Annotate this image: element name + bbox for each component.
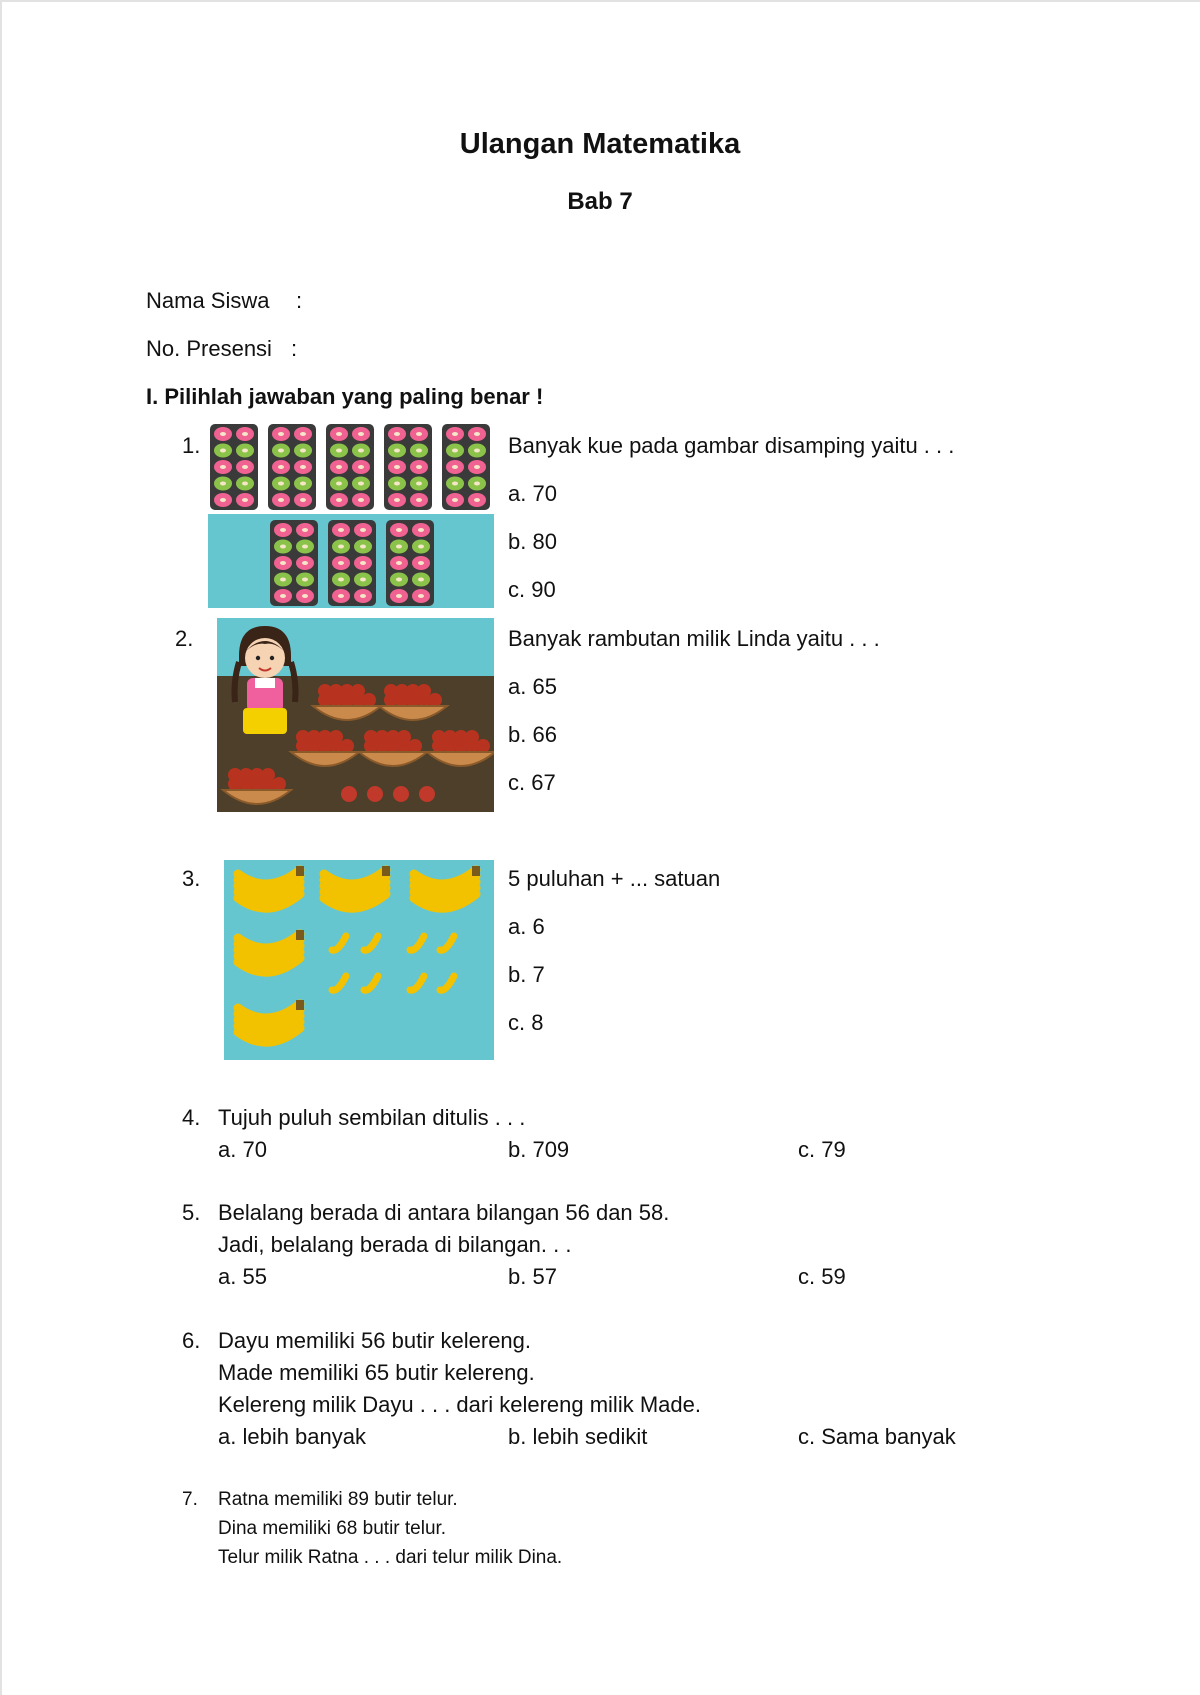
q6-option-b[interactable]: b. lebih sedikit <box>508 1424 648 1449</box>
q2-option-c[interactable]: c. 67 <box>508 770 556 795</box>
q5-option-b[interactable]: b. 57 <box>508 1264 557 1289</box>
donut-hole <box>416 432 422 436</box>
page-title: Ulangan Matematika <box>459 128 741 160</box>
donut-hole <box>280 561 286 565</box>
donut-hole <box>360 545 366 549</box>
q1-option-a[interactable]: a. 70 <box>508 481 557 506</box>
donut-hole <box>338 594 344 598</box>
q7-line-3: Telur milik Ratna . . . dari telur milik Dina. <box>218 1547 563 1568</box>
donut-hole <box>280 545 286 549</box>
donut-hole <box>302 561 308 565</box>
rambutan-image <box>217 618 494 812</box>
q3-option-a[interactable]: a. 6 <box>508 914 545 939</box>
q6-line-3: Kelereng milik Dayu . . . dari kelereng milik Made. <box>218 1392 701 1417</box>
q2-option-b[interactable]: b. 66 <box>508 722 557 747</box>
q5-line-2: Jadi, belalang berada di bilangan. . . <box>218 1232 572 1257</box>
q3-option-c[interactable]: c. 8 <box>508 1010 544 1035</box>
donut-hole <box>300 449 306 453</box>
donut-hole <box>336 449 342 453</box>
section-instruction: I. Pilihlah jawaban yang paling benar ! <box>146 384 544 409</box>
donut-hole <box>338 528 344 532</box>
donut-hole <box>242 465 248 469</box>
donut-hole <box>416 465 422 469</box>
donut-hole <box>474 432 480 436</box>
donut-hole <box>418 594 424 598</box>
donut-hole <box>418 561 424 565</box>
donut-hole <box>452 482 458 486</box>
donut-hole <box>278 482 284 486</box>
banana-image <box>224 860 494 1060</box>
donut-hole <box>336 482 342 486</box>
donut-hole <box>452 465 458 469</box>
donut-hole <box>300 432 306 436</box>
rambutan <box>397 730 411 744</box>
rambutan <box>329 730 343 744</box>
donut-hole <box>396 545 402 549</box>
q6-line-1: Dayu memiliki 56 butir kelereng. <box>218 1328 532 1353</box>
donut-hole <box>416 482 422 486</box>
q7-line-1: Ratna memiliki 89 butir telur. <box>218 1489 458 1510</box>
q7-number: 7. <box>182 1489 198 1510</box>
q4-option-c[interactable]: c. 79 <box>798 1137 846 1162</box>
rambutan <box>367 786 383 802</box>
donut-hole <box>358 465 364 469</box>
donut-hole <box>280 594 286 598</box>
q1-text: Banyak kue pada gambar disamping yaitu . . . <box>508 433 955 458</box>
q4-option-a[interactable]: a. 70 <box>218 1137 267 1162</box>
donut-hole <box>278 465 284 469</box>
banana-stem <box>296 1000 304 1010</box>
presensi-colon: : <box>291 336 298 361</box>
q4-option-b[interactable]: b. 709 <box>508 1137 570 1162</box>
rambutan <box>340 739 354 753</box>
banana-stem <box>472 866 480 876</box>
banana-stem <box>382 866 390 876</box>
rambutan <box>272 777 286 791</box>
q5-number: 5. <box>182 1200 201 1225</box>
donut-hole <box>358 432 364 436</box>
donut-hole <box>394 482 400 486</box>
donut-hole <box>474 482 480 486</box>
donut-hole <box>396 594 402 598</box>
page-subtitle: Bab 7 <box>567 188 633 215</box>
name-label: Nama Siswa <box>146 288 270 313</box>
rambutan <box>393 786 409 802</box>
donut-hole <box>474 465 480 469</box>
q2-option-a[interactable]: a. 65 <box>508 674 557 699</box>
q5-line-1: Belalang berada di antara bilangan 56 dan 58. <box>218 1200 670 1225</box>
donut-hole <box>278 432 284 436</box>
q6-option-c[interactable]: c. Sama banyak <box>798 1424 956 1449</box>
cake-trays-image <box>208 418 494 608</box>
presensi-label: No. Presensi <box>146 336 272 361</box>
q1-option-c[interactable]: c. 90 <box>508 577 556 602</box>
donut-hole <box>452 432 458 436</box>
donut-hole <box>302 594 308 598</box>
rambutan <box>428 693 442 707</box>
q4-text: Tujuh puluh sembilan ditulis . . . <box>218 1105 526 1130</box>
donut-hole <box>358 482 364 486</box>
donut-hole <box>358 449 364 453</box>
q6-number: 6. <box>182 1328 201 1353</box>
q3-text: 5 puluhan + ... satuan <box>508 866 721 891</box>
rambutan <box>408 739 422 753</box>
donut-hole <box>302 528 308 532</box>
donut-hole <box>242 482 248 486</box>
donut-hole <box>280 578 286 582</box>
rambutan <box>362 693 376 707</box>
q7-line-2: Dina memiliki 68 butir telur. <box>218 1518 447 1539</box>
banana-stem <box>296 866 304 876</box>
donut-hole <box>278 449 284 453</box>
donut-hole <box>220 482 226 486</box>
donut-hole <box>416 498 422 502</box>
q3-number: 3. <box>182 866 201 891</box>
donut-hole <box>300 465 306 469</box>
rambutan <box>341 786 357 802</box>
donut-hole <box>418 528 424 532</box>
donut-hole <box>220 498 226 502</box>
donut-hole <box>360 528 366 532</box>
donut-hole <box>396 578 402 582</box>
donut-hole <box>336 498 342 502</box>
donut-hole <box>360 594 366 598</box>
rambutan <box>417 684 431 698</box>
donut-hole <box>396 561 402 565</box>
donut-hole <box>394 465 400 469</box>
q5-option-a[interactable]: a. 55 <box>218 1264 267 1289</box>
donut-hole <box>360 578 366 582</box>
donut-hole <box>394 432 400 436</box>
donut-hole <box>418 545 424 549</box>
rambutan <box>419 786 435 802</box>
donut-hole <box>452 498 458 502</box>
donut-hole <box>280 528 286 532</box>
donut-hole <box>300 498 306 502</box>
donut-hole <box>418 578 424 582</box>
donut-hole <box>242 432 248 436</box>
q1-option-b[interactable]: b. 80 <box>508 529 557 554</box>
donut-hole <box>358 498 364 502</box>
donut-hole <box>220 432 226 436</box>
q2-text: Banyak rambutan milik Linda yaitu . . . <box>508 626 880 651</box>
donut-hole <box>336 432 342 436</box>
q2-number: 2. <box>175 626 194 651</box>
q1-number: 1. <box>182 433 201 458</box>
donut-hole <box>394 449 400 453</box>
q3-option-b[interactable]: b. 7 <box>508 962 545 987</box>
name-colon: : <box>296 288 303 313</box>
donut-hole <box>474 498 480 502</box>
donut-hole <box>220 465 226 469</box>
donut-hole <box>360 561 366 565</box>
rambutan <box>351 684 365 698</box>
donut-hole <box>474 449 480 453</box>
donut-hole <box>300 482 306 486</box>
donut-hole <box>242 449 248 453</box>
rambutan <box>261 768 275 782</box>
donut-hole <box>302 578 308 582</box>
donut-hole <box>220 449 226 453</box>
donut-hole <box>394 498 400 502</box>
donut-hole <box>302 545 308 549</box>
donut-hole <box>338 545 344 549</box>
donut-hole <box>416 449 422 453</box>
donut-hole <box>338 561 344 565</box>
banana-stem <box>296 930 304 940</box>
donut-hole <box>452 449 458 453</box>
donut-hole <box>338 578 344 582</box>
donut-hole <box>242 498 248 502</box>
donut-hole <box>278 498 284 502</box>
q5-option-c[interactable]: c. 59 <box>798 1264 846 1289</box>
rambutan <box>476 739 490 753</box>
donut-hole <box>396 528 402 532</box>
donut-hole <box>336 465 342 469</box>
q6-option-a[interactable]: a. lebih banyak <box>218 1424 366 1449</box>
q6-line-2: Made memiliki 65 butir kelereng. <box>218 1360 535 1385</box>
rambutan <box>465 730 479 744</box>
q4-number: 4. <box>182 1105 201 1130</box>
